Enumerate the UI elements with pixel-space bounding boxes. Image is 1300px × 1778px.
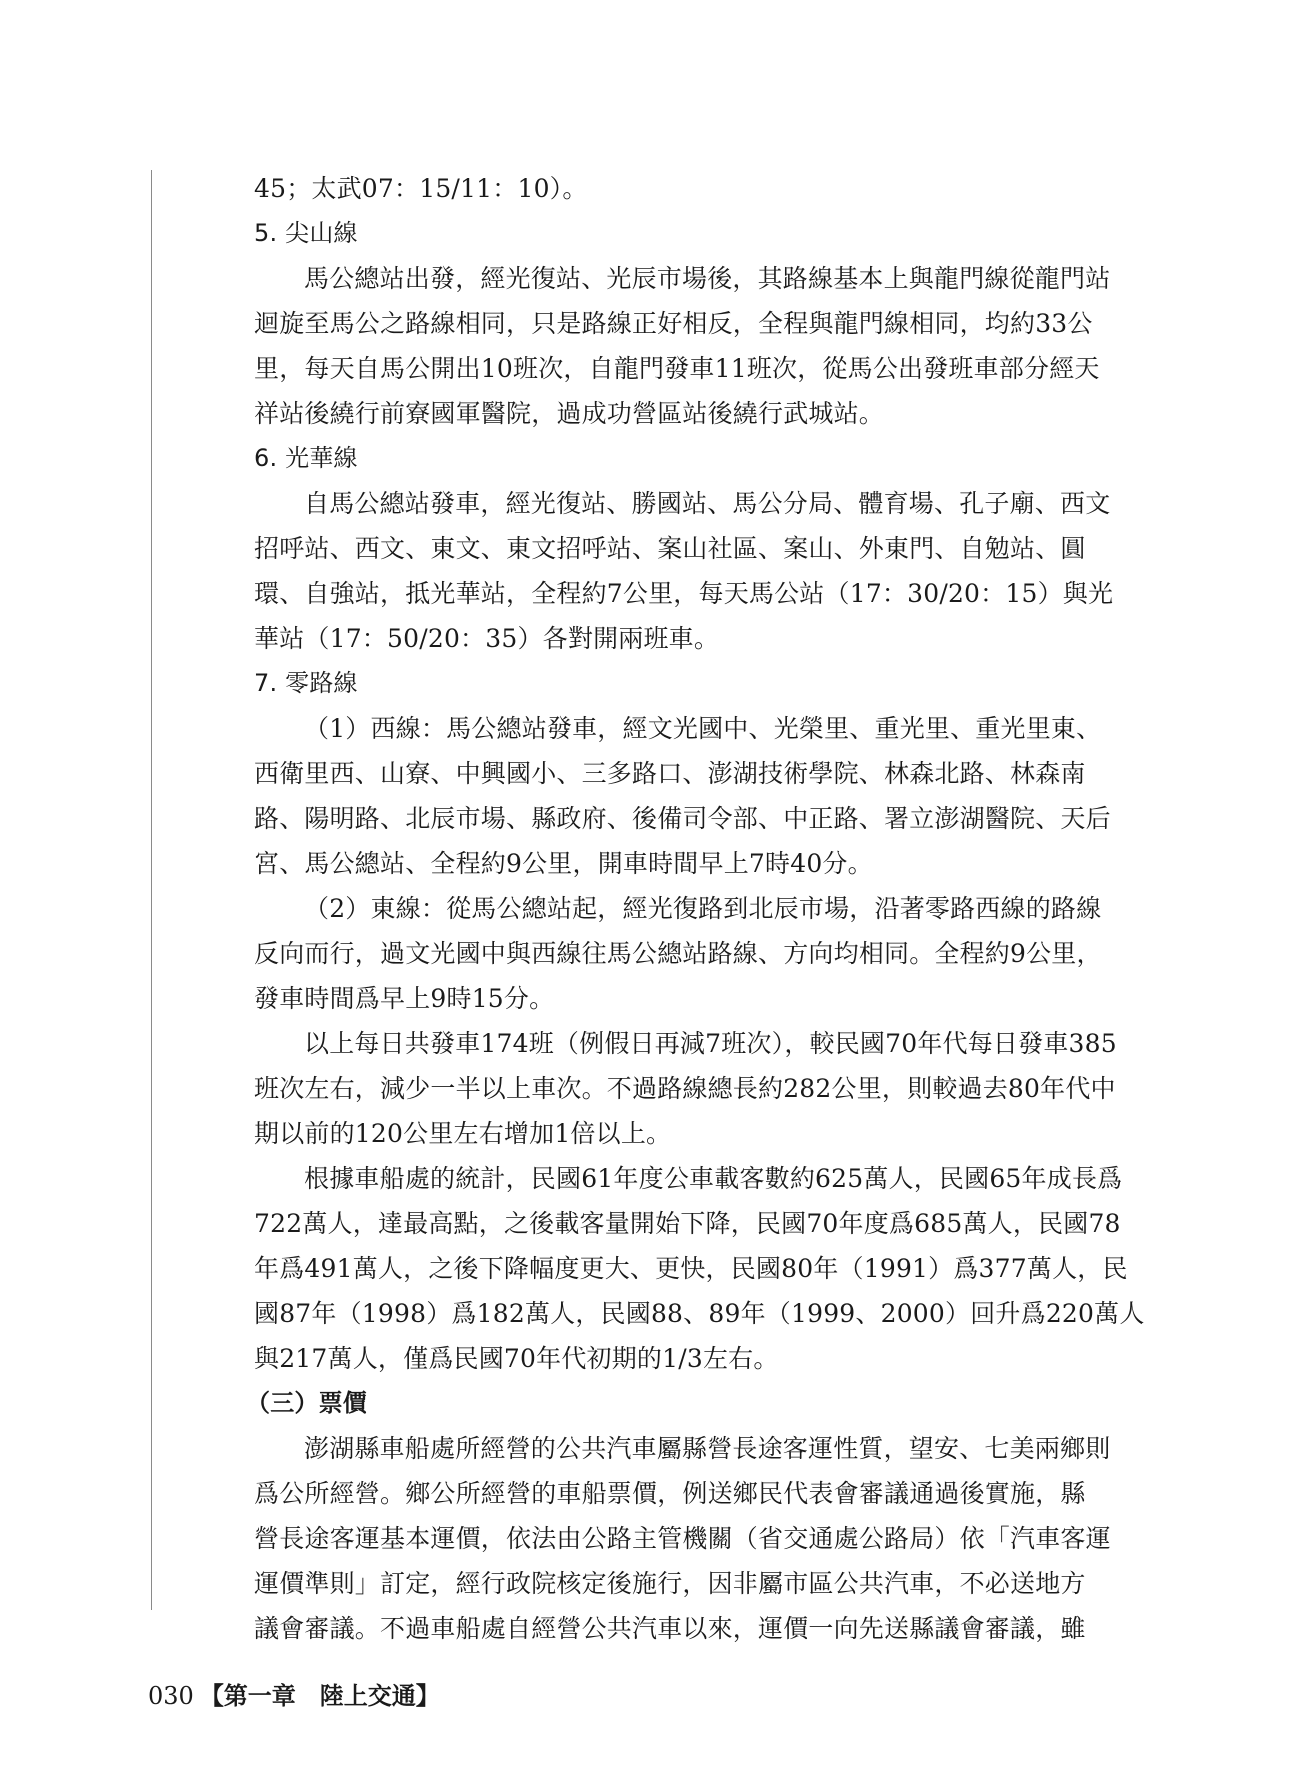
- text-line: 迴旋至馬公之路線相同，只是路線正好相反，全程與龍門線相同，均約33公: [254, 309, 1093, 338]
- page-body: [246, 166, 1145, 1651]
- chapter-title: 【第一章 陸上交通】: [199, 1681, 440, 1710]
- paragraph-first-line: 自馬公總站發車，經光復站、勝國站、馬公分局、體育場、孔子廟、西文: [304, 489, 1111, 518]
- margin-rule: [151, 170, 152, 1610]
- text-line: 期以前的120公里左右增加1倍以上。: [254, 1119, 672, 1148]
- text-line: 班次左右，減少一半以上車次。不過路線總長約282公里，則較過去80年代中: [254, 1074, 1116, 1103]
- page-footer: [148, 1676, 440, 1711]
- paragraph-first-line: 根據車船處的統計，民國61年度公車載客數約625萬人，民國65年成長爲: [304, 1164, 1123, 1193]
- text-line: 華站（17：50/20：35）各對開兩班車。: [254, 624, 720, 653]
- text-line: 宮、馬公總站、全程約9公里，開車時間早上7時40分。: [254, 849, 873, 878]
- text-line: 反向而行，過文光國中與西線往馬公總站路線、方向均相同。全程約9公里，: [254, 939, 1102, 968]
- text-line: 祥站後繞行前寮國軍醫院，過成功營區站後繞行武城站。: [254, 399, 885, 428]
- section-heading: 5. 尖山線: [254, 219, 358, 247]
- page-number: 030: [148, 1682, 194, 1710]
- text-line: 環、自強站，抵光華站，全程約7公里，每天馬公站（17：30/20：15）與光: [254, 579, 1114, 608]
- text-line: 年爲491萬人，之後下降幅度更大、更快，民國80年（1991）爲377萬人，民: [254, 1254, 1128, 1283]
- section-heading: 7. 零路線: [254, 669, 358, 697]
- text-line: 營長途客運基本運價，依法由公路主管機關（省交通處公路局）依「汽車客運: [254, 1524, 1111, 1553]
- subsection-heading: （三）票價: [246, 1389, 367, 1417]
- text-line: 爲公所經營。鄉公所經營的車船票價，例送鄉民代表會審議通過後實施，縣: [254, 1479, 1086, 1508]
- text-line: 西衛里西、山寮、中興國小、三多路口、澎湖技術學院、林森北路、林森南: [254, 759, 1086, 788]
- text-line: 722萬人，達最高點，之後載客量開始下降，民國70年度爲685萬人，民國78: [254, 1209, 1121, 1238]
- paragraph-first-line: （2）東線：從馬公總站起，經光復路到北辰市場，沿著零路西線的路線: [304, 894, 1102, 923]
- paragraph-first-line: 以上每日共發車174班（例假日再減7班次），較民國70年代每日發車385: [304, 1029, 1117, 1058]
- text-line: 發車時間爲早上9時15分。: [254, 984, 555, 1013]
- section-heading: 6. 光華線: [254, 444, 358, 472]
- text-line: 議會審議。不過車船處自經營公共汽車以來，運價一向先送縣議會審議，雖: [254, 1614, 1086, 1643]
- text-line: 國87年（1998）爲182萬人，民國88、89年（1999、2000）回升爲220萬人: [254, 1299, 1145, 1328]
- paragraph-first-line: 澎湖縣車船處所經營的公共汽車屬縣營長途客運性質，望安、七美兩鄉則: [304, 1434, 1111, 1463]
- paragraph-first-line: （1）西線：馬公總站發車，經文光國中、光榮里、重光里、重光里東、: [304, 714, 1102, 743]
- text-line: 與217萬人，僅爲民國70年代初期的1/3左右。: [254, 1344, 779, 1373]
- text-line: 運價準則」訂定，經行政院核定後施行，因非屬市區公共汽車，不必送地方: [254, 1569, 1086, 1598]
- text-line: 里，每天自馬公開出10班次，自龍門發車11班次，從馬公出發班車部分經天: [254, 354, 1100, 383]
- paragraph-first-line: 馬公總站出發，經光復站、光辰市場後，其路線基本上與龍門線從龍門站: [304, 264, 1111, 293]
- text-line: 路、陽明路、北辰市場、縣政府、後備司令部、中正路、署立澎湖醫院、天后: [254, 804, 1111, 833]
- text-line: 招呼站、西文、東文、東文招呼站、案山社區、案山、外東門、自勉站、圓: [254, 534, 1086, 563]
- text-line: 45；太武07：15/11：10）。: [254, 174, 588, 203]
